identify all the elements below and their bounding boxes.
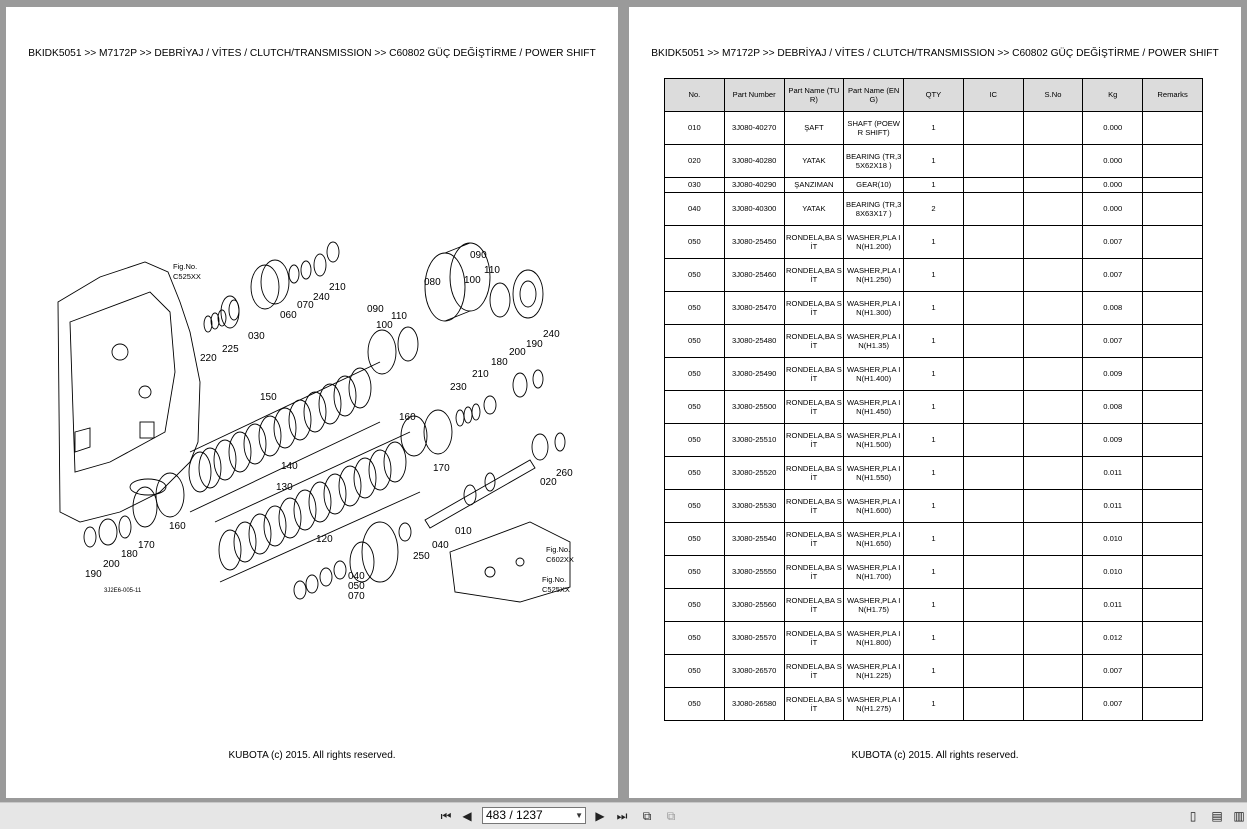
table-cell-ic xyxy=(963,556,1023,589)
table-cell-ic xyxy=(963,622,1023,655)
table-cell-ic xyxy=(963,523,1023,556)
col-header: IC xyxy=(963,79,1023,112)
table-cell-pn: 3J080-25540 xyxy=(724,523,784,556)
table-cell-pn: 3J080-25570 xyxy=(724,622,784,655)
col-header: Remarks xyxy=(1143,79,1203,112)
table-cell-eng: WASHER,PLA IN(H1.700) xyxy=(844,556,904,589)
table-cell-qty: 1 xyxy=(904,292,964,325)
right-page-header: BKIDK5051 >> M7172P >> DEBRİYAJ / VİTES / CLUTCH/TRANSMISSION >> C60802 GÜÇ DEĞİŞTİRME / POWER SHIFT xyxy=(651,48,1219,59)
fig-label-3: Fig.No. xyxy=(542,575,567,584)
table-cell-sno xyxy=(1023,655,1083,688)
table-cell-rem xyxy=(1143,424,1203,457)
table-row xyxy=(665,457,1203,490)
callout-180: 180 xyxy=(491,357,508,368)
chevron-down-icon[interactable]: ▼ xyxy=(575,811,583,820)
callout-240: 240 xyxy=(313,292,330,303)
page-number-value: 483 / 1237 xyxy=(486,808,543,822)
table-cell-sno xyxy=(1023,178,1083,193)
callout-180b: 180 xyxy=(121,549,138,560)
table-cell-eng: BEARING (TR,35X62X18 ) xyxy=(844,145,904,178)
table-cell-ic xyxy=(963,358,1023,391)
transmission-housing xyxy=(58,262,200,522)
table-cell-kg: 0.010 xyxy=(1083,556,1143,589)
col-header: Part Name (TUR) xyxy=(784,79,844,112)
table-cell-kg: 0.011 xyxy=(1083,457,1143,490)
callout-230: 230 xyxy=(450,382,467,393)
table-cell-no: 050 xyxy=(665,688,725,721)
table-row xyxy=(665,589,1203,622)
table-cell-kg: 0.011 xyxy=(1083,589,1143,622)
table-cell-ic xyxy=(963,112,1023,145)
table-cell-kg: 0.000 xyxy=(1083,112,1143,145)
table-cell-kg: 0.000 xyxy=(1083,178,1143,193)
callout-110b: 110 xyxy=(391,311,407,322)
table-cell-no: 030 xyxy=(665,178,725,193)
table-cell-sno xyxy=(1023,391,1083,424)
callout-200b: 200 xyxy=(103,559,120,570)
table-cell-kg: 0.007 xyxy=(1083,655,1143,688)
col-header: Kg xyxy=(1083,79,1143,112)
table-cell-qty: 1 xyxy=(904,424,964,457)
table-cell-rem xyxy=(1143,622,1203,655)
callout-170: 170 xyxy=(433,463,450,474)
table-cell-kg: 0.000 xyxy=(1083,145,1143,178)
callout-100b: 100 xyxy=(376,320,393,331)
fig-label-3b: C525XX xyxy=(542,585,570,594)
table-cell-no: 050 xyxy=(665,358,725,391)
table-cell-kg: 0.008 xyxy=(1083,391,1143,424)
table-cell-pn: 3J080-40300 xyxy=(724,193,784,226)
prev-page-icon[interactable]: ◀ xyxy=(462,809,472,823)
callout-190b: 190 xyxy=(85,569,102,580)
callout-250: 250 xyxy=(413,551,430,562)
left-page xyxy=(6,7,618,798)
table-cell-qty: 1 xyxy=(904,556,964,589)
table-cell-no: 050 xyxy=(665,556,725,589)
callout-130: 130 xyxy=(276,482,293,493)
table-row xyxy=(665,112,1203,145)
table-cell-ic xyxy=(963,424,1023,457)
table-cell-rem xyxy=(1143,226,1203,259)
table-cell-eng: WASHER,PLA IN(H1.225) xyxy=(844,655,904,688)
table-cell-rem xyxy=(1143,490,1203,523)
table-cell-no: 050 xyxy=(665,622,725,655)
table-row xyxy=(665,655,1203,688)
table-cell-no: 050 xyxy=(665,589,725,622)
table-cell-sno xyxy=(1023,556,1083,589)
table-cell-rem xyxy=(1143,457,1203,490)
callout-020: 020 xyxy=(540,477,557,488)
table-cell-tur: RONDELA,BA SİT xyxy=(784,556,844,589)
table-cell-rem xyxy=(1143,193,1203,226)
table-cell-rem xyxy=(1143,556,1203,589)
table-cell-qty: 1 xyxy=(904,589,964,622)
table-cell-sno xyxy=(1023,457,1083,490)
callout-160b: 160 xyxy=(169,521,186,532)
table-cell-kg: 0.007 xyxy=(1083,226,1143,259)
table-cell-pn: 3J080-25560 xyxy=(724,589,784,622)
callout-090: 090 xyxy=(470,250,487,261)
table-cell-no: 050 xyxy=(665,655,725,688)
table-cell-sno xyxy=(1023,589,1083,622)
callout-240b: 240 xyxy=(543,329,560,340)
table-cell-sno xyxy=(1023,325,1083,358)
table-cell-qty: 1 xyxy=(904,523,964,556)
table-cell-pn: 3J080-25480 xyxy=(724,325,784,358)
table-cell-qty: 1 xyxy=(904,112,964,145)
callout-140: 140 xyxy=(281,461,298,472)
table-cell-pn: 3J080-25460 xyxy=(724,259,784,292)
table-cell-tur: YATAK xyxy=(784,193,844,226)
table-cell-qty: 1 xyxy=(904,391,964,424)
table-row xyxy=(665,193,1203,226)
table-cell-tur: YATAK xyxy=(784,145,844,178)
table-cell-tur: RONDELA,BA SİT xyxy=(784,325,844,358)
table-row xyxy=(665,226,1203,259)
left-page-header: BKIDK5051 >> M7172P >> DEBRİYAJ / VİTES / CLUTCH/TRANSMISSION >> C60802 GÜÇ DEĞİŞTİRME / POWER SHIFT xyxy=(28,48,596,59)
callout-010: 010 xyxy=(455,526,472,537)
table-cell-ic xyxy=(963,325,1023,358)
table-cell-rem xyxy=(1143,688,1203,721)
table-cell-pn: 3J080-40290 xyxy=(724,178,784,193)
table-cell-kg: 0.007 xyxy=(1083,688,1143,721)
table-cell-qty: 1 xyxy=(904,178,964,193)
fig-label-1: Fig.No. xyxy=(173,262,198,271)
callout-100: 100 xyxy=(464,275,481,286)
table-cell-rem xyxy=(1143,292,1203,325)
table-cell-sno xyxy=(1023,622,1083,655)
table-row xyxy=(665,688,1203,721)
fig-label-2: Fig.No. xyxy=(546,545,571,554)
table-row xyxy=(665,259,1203,292)
table-cell-qty: 1 xyxy=(904,325,964,358)
table-cell-rem xyxy=(1143,391,1203,424)
table-cell-sno xyxy=(1023,490,1083,523)
table-row xyxy=(665,391,1203,424)
table-cell-rem xyxy=(1143,178,1203,193)
table-cell-ic xyxy=(963,226,1023,259)
table-cell-ic xyxy=(963,178,1023,193)
table-cell-qty: 1 xyxy=(904,145,964,178)
table-cell-pn: 3J080-25500 xyxy=(724,391,784,424)
table-row xyxy=(665,145,1203,178)
table-cell-ic xyxy=(963,589,1023,622)
table-cell-sno xyxy=(1023,112,1083,145)
table-cell-eng: WASHER,PLA IN(H1.650) xyxy=(844,523,904,556)
book-view-icon[interactable]: ▥ xyxy=(1233,809,1245,823)
viewer-toolbar xyxy=(0,802,1247,829)
callout-060: 060 xyxy=(280,310,297,321)
callout-210: 210 xyxy=(329,282,346,293)
table-cell-no: 050 xyxy=(665,226,725,259)
table-cell-eng: WASHER,PLA IN(H1.800) xyxy=(844,622,904,655)
next-page-icon[interactable]: ▶ xyxy=(595,809,605,823)
table-cell-no: 050 xyxy=(665,259,725,292)
right-page-footer: KUBOTA (c) 2015. All rights reserved. xyxy=(851,750,1019,761)
table-cell-qty: 1 xyxy=(904,622,964,655)
table-cell-no: 020 xyxy=(665,145,725,178)
table-cell-tur: RONDELA,BA SİT xyxy=(784,523,844,556)
table-cell-pn: 3J080-25510 xyxy=(724,424,784,457)
exploded-parts-diagram xyxy=(50,232,580,612)
table-cell-sno xyxy=(1023,145,1083,178)
clutch-plates-150 xyxy=(189,368,371,492)
table-header-row xyxy=(665,79,1203,112)
table-cell-rem xyxy=(1143,523,1203,556)
table-cell-kg: 0.011 xyxy=(1083,490,1143,523)
single-page-icon[interactable]: ▯ xyxy=(1189,809,1197,823)
facing-view-icon[interactable]: ⧉ xyxy=(666,808,676,823)
table-cell-sno xyxy=(1023,259,1083,292)
table-cell-tur: RONDELA,BA SİT xyxy=(784,622,844,655)
table-cell-pn: 3J080-25520 xyxy=(724,457,784,490)
table-cell-pn: 3J080-26570 xyxy=(724,655,784,688)
table-cell-ic xyxy=(963,655,1023,688)
table-cell-no: 050 xyxy=(665,325,725,358)
table-cell-rem xyxy=(1143,325,1203,358)
table-cell-pn: 3J080-25450 xyxy=(724,226,784,259)
table-cell-eng: WASHER,PLA IN(H1.75) xyxy=(844,589,904,622)
table-cell-pn: 3J080-40280 xyxy=(724,145,784,178)
table-cell-qty: 1 xyxy=(904,358,964,391)
table-cell-eng: WASHER,PLA IN(H1.550) xyxy=(844,457,904,490)
table-row xyxy=(665,178,1203,193)
table-cell-kg: 0.007 xyxy=(1083,325,1143,358)
table-cell-pn: 3J080-25470 xyxy=(724,292,784,325)
table-cell-rem xyxy=(1143,145,1203,178)
table-cell-sno xyxy=(1023,226,1083,259)
table-cell-tur: RONDELA,BA SİT xyxy=(784,589,844,622)
left-page-footer: KUBOTA (c) 2015. All rights reserved. xyxy=(228,750,396,761)
table-cell-no: 050 xyxy=(665,292,725,325)
callout-070b: 070 xyxy=(348,591,365,602)
table-cell-qty: 1 xyxy=(904,490,964,523)
table-cell-eng: WASHER,PLA IN(H1.500) xyxy=(844,424,904,457)
table-cell-pn: 3J080-25530 xyxy=(724,490,784,523)
callout-040: 040 xyxy=(432,540,449,551)
table-cell-qty: 1 xyxy=(904,688,964,721)
table-cell-no: 050 xyxy=(665,490,725,523)
table-cell-rem xyxy=(1143,655,1203,688)
table-cell-kg: 0.009 xyxy=(1083,424,1143,457)
callout-170b: 170 xyxy=(138,540,155,551)
table-cell-ic xyxy=(963,688,1023,721)
table-cell-tur: RONDELA,BA SİT xyxy=(784,226,844,259)
table-cell-no: 010 xyxy=(665,112,725,145)
callout-040b: 040 xyxy=(348,571,365,582)
table-cell-eng: SHAFT (POEWR SHIFT) xyxy=(844,112,904,145)
col-header: Part Number xyxy=(724,79,784,112)
table-cell-eng: WASHER,PLA IN(H1.400) xyxy=(844,358,904,391)
table-cell-rem xyxy=(1143,112,1203,145)
two-page-icon[interactable]: ▤ xyxy=(1211,809,1223,823)
table-cell-ic xyxy=(963,490,1023,523)
callout-090b: 090 xyxy=(367,304,384,315)
table-cell-tur: RONDELA,BA SİT xyxy=(784,490,844,523)
table-cell-sno xyxy=(1023,424,1083,457)
table-cell-no: 050 xyxy=(665,391,725,424)
table-cell-tur: ŞANZIMAN xyxy=(784,178,844,193)
table-cell-eng: WASHER,PLA IN(H1.300) xyxy=(844,292,904,325)
table-cell-qty: 2 xyxy=(904,193,964,226)
col-header: QTY xyxy=(904,79,964,112)
table-cell-sno xyxy=(1023,358,1083,391)
table-cell-eng: WASHER,PLA IN(H1.600) xyxy=(844,490,904,523)
clutch-plates-130 xyxy=(219,442,406,570)
table-cell-tur: RONDELA,BA SİT xyxy=(784,655,844,688)
fig-label-2b: C602XX xyxy=(546,555,574,564)
table-row xyxy=(665,556,1203,589)
callout-260: 260 xyxy=(556,468,573,479)
table-cell-tur: RONDELA,BA SİT xyxy=(784,688,844,721)
table-cell-eng: WASHER,PLA IN(H1.35) xyxy=(844,325,904,358)
table-cell-kg: 0.000 xyxy=(1083,193,1143,226)
callout-200: 200 xyxy=(509,347,526,358)
table-cell-pn: 3J080-25490 xyxy=(724,358,784,391)
table-cell-ic xyxy=(963,292,1023,325)
col-header: No. xyxy=(665,79,725,112)
table-cell-pn: 3J080-40270 xyxy=(724,112,784,145)
table-row xyxy=(665,523,1203,556)
last-page-icon[interactable]: ⏭ xyxy=(616,808,628,823)
table-cell-tur: RONDELA,BA SİT xyxy=(784,391,844,424)
col-header: S.No xyxy=(1023,79,1083,112)
table-cell-ic xyxy=(963,145,1023,178)
callout-050: 050 xyxy=(348,581,365,592)
table-row xyxy=(665,622,1203,655)
callout-030: 030 xyxy=(248,331,265,342)
callout-150: 150 xyxy=(260,392,277,403)
table-cell-eng: GEAR(10) xyxy=(844,178,904,193)
table-cell-kg: 0.009 xyxy=(1083,358,1143,391)
table-cell-tur: RONDELA,BA SİT xyxy=(784,424,844,457)
page-number-input[interactable] xyxy=(482,807,586,824)
callout-210b: 210 xyxy=(472,369,489,380)
table-cell-tur: ŞAFT xyxy=(784,112,844,145)
table-row xyxy=(665,490,1203,523)
table-cell-sno xyxy=(1023,688,1083,721)
table-cell-eng: WASHER,PLA IN(H1.275) xyxy=(844,688,904,721)
table-cell-tur: RONDELA,BA SİT xyxy=(784,292,844,325)
table-row xyxy=(665,292,1203,325)
table-cell-kg: 0.008 xyxy=(1083,292,1143,325)
table-row xyxy=(665,358,1203,391)
callout-110: 110 xyxy=(484,265,500,276)
table-cell-tur: RONDELA,BA SİT xyxy=(784,358,844,391)
col-header: Part Name (ENG) xyxy=(844,79,904,112)
callout-120: 120 xyxy=(316,534,333,545)
table-cell-no: 050 xyxy=(665,424,725,457)
table-cell-kg: 0.010 xyxy=(1083,523,1143,556)
callout-225: 225 xyxy=(222,344,239,355)
callout-220: 220 xyxy=(200,353,217,364)
table-cell-no: 040 xyxy=(665,193,725,226)
table-cell-sno xyxy=(1023,193,1083,226)
table-cell-rem xyxy=(1143,259,1203,292)
table-cell-pn: 3J080-25550 xyxy=(724,556,784,589)
table-cell-qty: 1 xyxy=(904,655,964,688)
diagram-code: 3J2E6-005-11 xyxy=(104,588,142,594)
table-cell-qty: 1 xyxy=(904,226,964,259)
table-cell-sno xyxy=(1023,292,1083,325)
table-cell-ic xyxy=(963,457,1023,490)
table-cell-no: 050 xyxy=(665,457,725,490)
first-page-icon[interactable]: ⏮ xyxy=(440,808,452,823)
table-cell-eng: BEARING (TR,38X63X17 ) xyxy=(844,193,904,226)
table-cell-kg: 0.012 xyxy=(1083,622,1143,655)
table-cell-no: 050 xyxy=(665,523,725,556)
table-cell-qty: 1 xyxy=(904,259,964,292)
table-cell-ic xyxy=(963,193,1023,226)
table-cell-qty: 1 xyxy=(904,457,964,490)
callout-190: 190 xyxy=(526,339,543,350)
table-cell-ic xyxy=(963,391,1023,424)
continuous-view-icon[interactable]: ⧉ xyxy=(642,808,652,823)
callout-160: 160 xyxy=(399,412,416,423)
table-cell-kg: 0.007 xyxy=(1083,259,1143,292)
table-cell-eng: WASHER,PLA IN(H1.250) xyxy=(844,259,904,292)
table-cell-eng: WASHER,PLA IN(H1.200) xyxy=(844,226,904,259)
fig-label-1b: C525XX xyxy=(173,272,201,281)
table-cell-tur: RONDELA,BA SİT xyxy=(784,457,844,490)
right-page xyxy=(629,7,1241,798)
table-cell-ic xyxy=(963,259,1023,292)
callout-070: 070 xyxy=(297,300,314,311)
table-row xyxy=(665,325,1203,358)
callout-080: 080 xyxy=(424,277,441,288)
table-cell-rem xyxy=(1143,358,1203,391)
table-cell-tur: RONDELA,BA SİT xyxy=(784,259,844,292)
table-cell-pn: 3J080-26580 xyxy=(724,688,784,721)
table-cell-sno xyxy=(1023,523,1083,556)
table-row xyxy=(665,424,1203,457)
table-cell-rem xyxy=(1143,589,1203,622)
parts-table xyxy=(664,78,1203,721)
table-cell-eng: WASHER,PLA IN(H1.450) xyxy=(844,391,904,424)
